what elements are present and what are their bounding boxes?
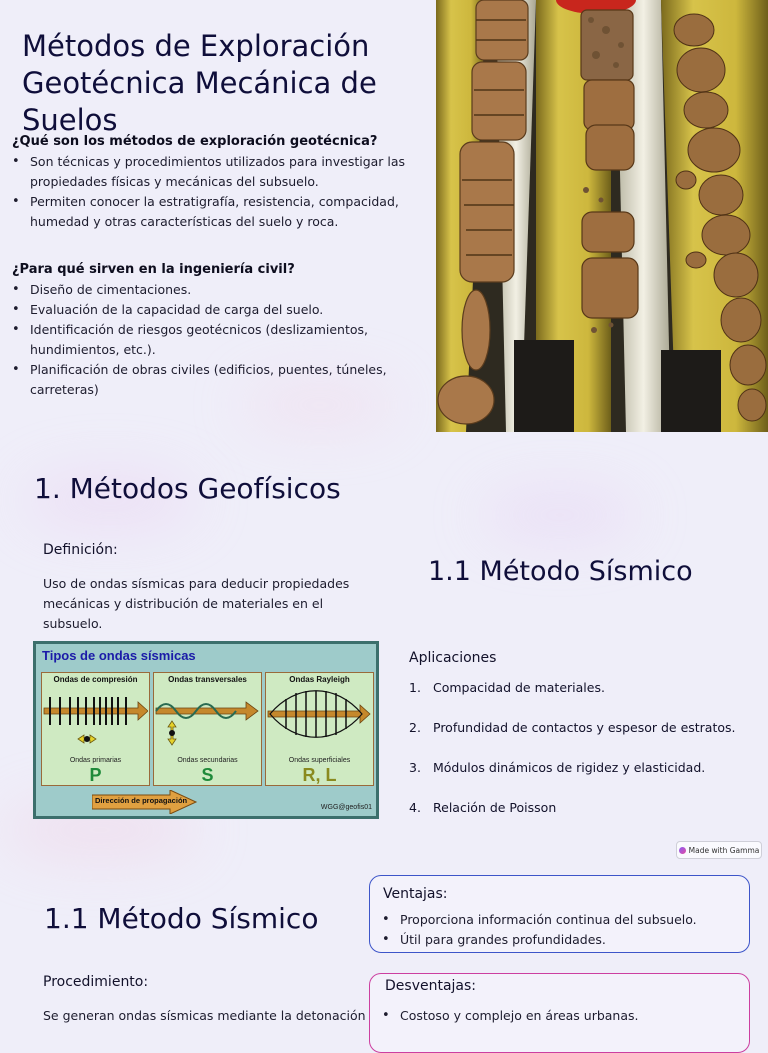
figure-title: Tipos de ondas sísmicas — [42, 648, 196, 663]
rayleigh-wave-header: Ondas Rayleigh — [289, 675, 350, 684]
list-item: • Proporciona información continua del subsuelo. — [382, 910, 737, 930]
rayleigh-wave-icon — [266, 687, 372, 757]
list-item: • Identificación de riesgos geotécnicos (deslizamientos, hundimientos, etc.). — [12, 320, 392, 360]
advantages-list — [382, 910, 737, 950]
s-wave-header: Ondas transversales — [168, 675, 247, 684]
soil-core-photo — [436, 0, 768, 432]
list-item: • Costoso y complejo en áreas urbanas. — [382, 1006, 737, 1026]
why-list — [12, 280, 392, 400]
p-wave-box — [41, 672, 150, 786]
disadvantages-card — [369, 973, 750, 1053]
procedure-label: Procedimiento: — [43, 974, 149, 990]
list-item: • Planificación de obras civiles (edificios, puentes, túneles, carreteras) — [12, 360, 392, 400]
item-text: Módulos dinámicos de rigidez y elasticidad. — [433, 760, 706, 775]
list-item: • Permiten conocer la estratigrafía, resistencia, compacidad, humedad y otras características del suelo y roca. — [12, 192, 412, 232]
advantages-card — [369, 875, 750, 953]
section-title: 1. Métodos Geofísicos — [34, 472, 341, 505]
item-number: 1. — [409, 680, 421, 695]
item-number: 3. — [409, 760, 421, 775]
p-wave-header: Ondas de compresión — [53, 675, 138, 684]
made-with-gamma-badge[interactable] — [676, 841, 762, 859]
applications-label: Aplicaciones — [409, 650, 497, 666]
rayleigh-wave-box — [265, 672, 374, 786]
soil-core-illustration — [436, 0, 768, 432]
propagation-label: Dirección de propagación — [95, 796, 188, 805]
rayleigh-wave-letter: R, L — [302, 765, 337, 785]
list-item — [409, 680, 605, 695]
transverse-wave-icon — [154, 687, 260, 757]
slide-seismic-method — [0, 864, 768, 1024]
slide-intro — [0, 0, 768, 432]
list-item: • Diseño de cimentaciones. — [12, 280, 392, 300]
definition-text: Uso de ondas sísmicas para deducir propiedades mecánicas y distribución de materiales en el subsuelo. — [43, 576, 350, 631]
what-list — [12, 152, 412, 232]
list-item: • Evaluación de la capacidad de carga del suelo. — [12, 300, 392, 320]
badge-label: Made with Gamma — [688, 845, 760, 855]
compression-wave-icon — [42, 687, 148, 757]
slide-title: Métodos de Exploración Geotécnica Mecánica de Suelos — [22, 29, 377, 137]
item-number: 4. — [409, 800, 421, 815]
disadvantages-label: Desventajas: — [385, 978, 477, 994]
list-item — [409, 760, 705, 775]
question-why: ¿Para qué sirven en la ingeniería civil? — [12, 262, 295, 277]
s-wave-box — [153, 672, 262, 786]
subsection-title: 1.1 Método Sísmico — [428, 556, 693, 587]
list-item — [409, 800, 556, 815]
item-text: Relación de Poisson — [433, 800, 557, 815]
rayleigh-wave-caption: Ondas superficiales — [288, 757, 351, 764]
list-item — [409, 720, 736, 735]
definition-label: Definición: — [43, 542, 118, 558]
question-what: ¿Qué son los métodos de exploración geotécnica? — [12, 134, 378, 149]
s-wave-caption: Ondas secundarias — [177, 757, 238, 764]
slide-geophysical — [0, 432, 768, 864]
figure-credit: WGG@geofis01 — [320, 804, 372, 811]
section-title: 1.1 Método Sísmico — [44, 902, 319, 935]
p-wave-letter: P — [89, 765, 102, 785]
gamma-logo-icon — [679, 847, 686, 854]
disadvantages-list — [382, 1006, 737, 1026]
item-number: 2. — [409, 720, 421, 735]
list-item: • Son técnicas y procedimientos utilizados para investigar las propiedades físicas y mecánicas del subsuelo. — [12, 152, 412, 192]
item-text: Compacidad de materiales. — [433, 680, 605, 695]
s-wave-letter: S — [201, 765, 214, 785]
seismic-waves-figure — [33, 641, 379, 819]
item-text: Profundidad de contactos y espesor de estratos. — [433, 720, 736, 735]
list-item: • Útil para grandes profundidades. — [382, 930, 737, 950]
procedure-text: Se generan ondas sísmicas mediante la detonación — [43, 1008, 366, 1023]
advantages-label: Ventajas: — [383, 886, 448, 902]
p-wave-caption: Ondas primarias — [69, 757, 122, 764]
